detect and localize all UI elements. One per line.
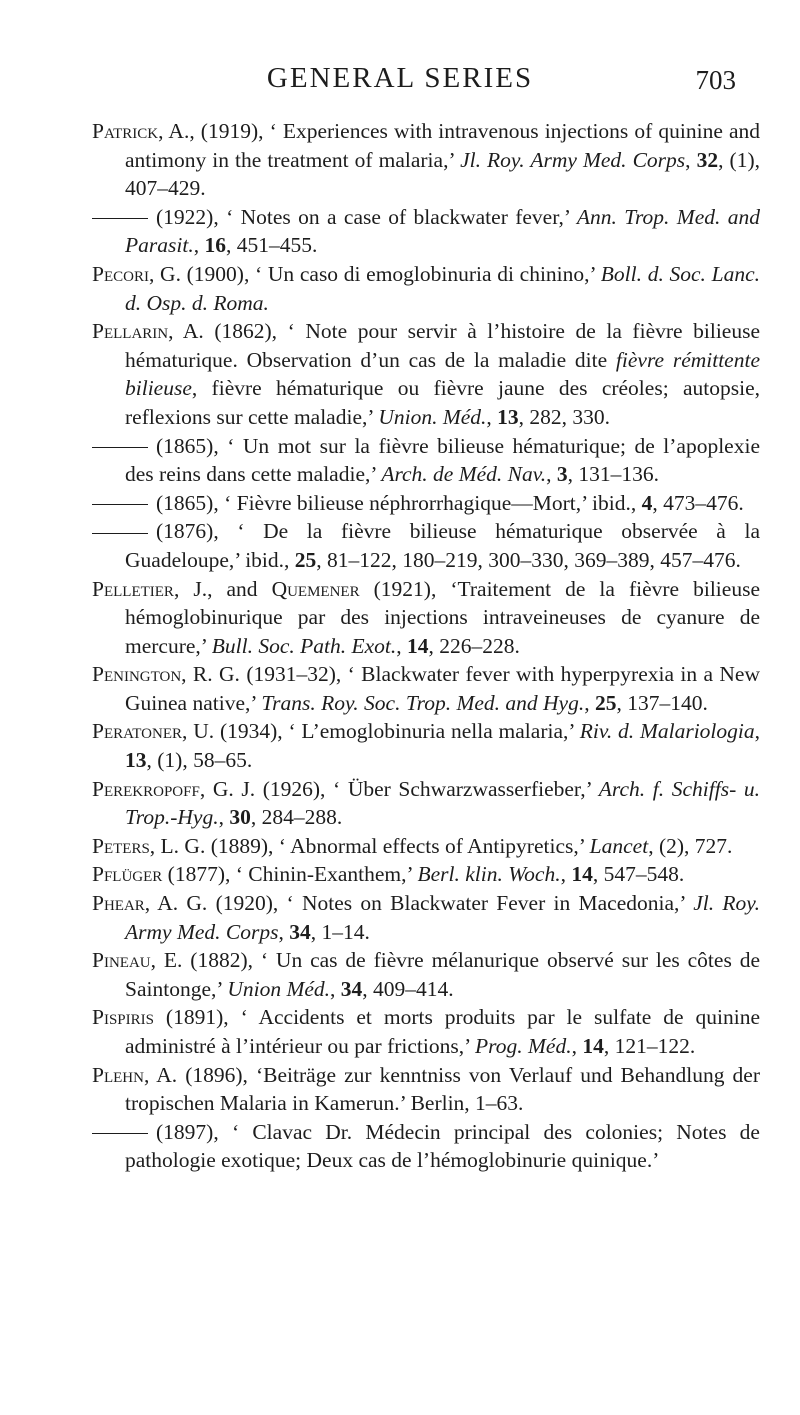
entry-journal: Riv. d. Malariologia (579, 719, 755, 744)
entry-title: ‘ Experiences with intravenous injections of quinine and antimony in the treatment of malaria,’ (125, 119, 761, 172)
entry-title: ‘Traitement de la fièvre bilieuse hémoglobinurique par des injections intraveineuses de cyanure de mercure,’ (125, 576, 760, 658)
entry-volume: 13 (125, 748, 147, 773)
entry-ref-post: , 473–476. (652, 490, 744, 515)
entry-volume: 34 (340, 976, 363, 1001)
entry-title: ‘ Notes on a case of blackwater fever,’ (226, 204, 577, 229)
entry-ref-pre: , (584, 690, 595, 715)
entry-year: (1876), (156, 519, 238, 544)
entry-journal: Bull. Soc. Path. Exot. (211, 633, 397, 658)
entry-volume: 14 (407, 633, 429, 658)
entry-title: ‘ Un mot sur la fièvre bilieuse hématurique; de l’apoplexie des reins dans cette maladie,’ (125, 433, 760, 487)
entry-journal: Jl. Roy. Army Med. Corps (460, 147, 686, 172)
bibliography-entry (92, 432, 760, 489)
bibliography-entry (92, 1118, 760, 1175)
entry-volume: 14 (571, 862, 593, 887)
entry-title: ‘ Chinin-Exanthem,’ (235, 862, 418, 887)
entry-volume: 13 (497, 404, 519, 429)
bibliography-entry (92, 575, 760, 661)
entry-initials: , G. (148, 261, 187, 286)
entry-volume: 3 (556, 462, 568, 487)
entry-initials: , U. (182, 719, 220, 744)
entry-journal: Lancet (589, 833, 649, 858)
entry-author: Pellarin (92, 319, 169, 344)
entry-initials: , G. J. (199, 776, 263, 801)
entry-journal: Berl. klin. Woch. (417, 862, 561, 887)
entry-initials: , E. (150, 948, 191, 973)
entry-author-2: Quemener (271, 576, 360, 601)
entry-journal: Prog. Méd. (475, 1034, 572, 1058)
bibliography-entry (92, 203, 760, 260)
entry-ref-post: , 131–136. (567, 462, 659, 487)
entry-year: (1920), (215, 891, 287, 916)
entry-title: ‘ Un caso di emoglobinuria di chinino,’ (255, 261, 601, 286)
entry-author: Perekropoff (92, 776, 200, 801)
bibliography-entry (92, 775, 760, 832)
entry-author: Pineau (92, 948, 151, 973)
entry-initials: , A. (143, 1062, 186, 1087)
entry-ref-pre: , (396, 633, 408, 658)
entry-title-italic: fièvre rémittente bilieuse (125, 347, 760, 401)
entry-year: (1891), (153, 1005, 241, 1030)
entry-ref-post: , 81–122, 180–219, 300–330, 369–389, 457–476. (316, 547, 741, 572)
page-number: 703 (695, 65, 736, 95)
bibliography-entry (92, 860, 760, 889)
entry-ref-post: , (1), 407–429. (125, 147, 760, 201)
bibliography-entry (92, 660, 760, 717)
entry-ref-pre: , (218, 805, 230, 830)
entry-year: (1922), (156, 204, 227, 229)
entry-ref-pre: , (330, 976, 341, 1001)
entry-ref-post: , 1–14. (310, 919, 370, 944)
entry-title: ‘ Note pour servir à l’histoire de la fièvre bilieuse hématurique. Observation d’un cas de la maladie dite (125, 319, 761, 372)
entry-ref-post: , 226–228. (428, 633, 520, 658)
entry-ref-post: , 409–414. (362, 976, 454, 1001)
entry-title: ‘ Über Schwarzwasserfieber,’ (333, 776, 599, 801)
entry-journal: Union Méd. (227, 976, 331, 1001)
entry-ref-pre: , (193, 233, 205, 258)
entry-volume: 34 (289, 919, 311, 944)
entry-initials: , R. G. (181, 662, 247, 687)
entry-year: (1877), (162, 862, 236, 887)
entry-author: Phear (92, 891, 145, 916)
entry-title: ‘ Accidents et morts produits par le sulfate de quinine administré à l’intérieur ou par frictions,’ (125, 1005, 760, 1058)
entry-ref-pre: , (685, 147, 697, 172)
entry-initials: , A., (158, 119, 201, 143)
entry-ref-post: , (1), 58–65. (146, 748, 253, 773)
bibliography-entry (92, 717, 760, 774)
bibliography-list (92, 117, 760, 1175)
bibliography-entry (92, 832, 760, 861)
entry-title: ‘Beiträge zur kenntniss von Verlauf und Behandlung der tropischen Malaria in Kamerun.’ Berlin, 1–63. (125, 1062, 760, 1116)
bibliography-entry (92, 317, 760, 431)
entry-volume: 14 (582, 1034, 604, 1058)
entry-title: , fièvre hématurique ou fièvre jaune des créoles; autopsie, reflexions sur cette maladie,’ (125, 376, 760, 429)
entry-year: (1926), (262, 776, 334, 801)
entry-ref-post: , 547–548. (592, 862, 685, 887)
entry-journal: Boll. d. Soc. Lanc. d. Osp. d. Roma. (125, 261, 761, 315)
entry-ref-pre: , (754, 719, 760, 744)
entry-author: Pecori (92, 261, 149, 286)
entry-ref-pre: , (486, 404, 498, 429)
running-head (0, 62, 800, 102)
entry-year: (1865), (156, 433, 228, 458)
bibliography-entry (92, 889, 760, 946)
bibliography-entry (92, 489, 760, 518)
entry-author: Pelletier (92, 576, 174, 601)
entry-year: (1896), (185, 1062, 256, 1087)
entry-year: (1862), (214, 319, 288, 344)
entry-year: (1865), (156, 490, 225, 515)
entry-volume: 16 (204, 233, 226, 258)
entry-volume: 30 (229, 805, 251, 830)
bibliography-entry (92, 260, 760, 317)
entry-ref-post: , 282, 330. (518, 404, 611, 429)
entry-journal: Arch. de Méd. Nav. (381, 462, 547, 487)
entry-author: Peters (92, 833, 150, 858)
entry-initials: , A. G. (144, 891, 216, 916)
entry-ref-post: , 121–122. (603, 1034, 696, 1058)
entry-title: ‘ De la fièvre bilieuse hématurique observée à la Guadeloupe,’ ibid., (125, 519, 760, 572)
entry-title: ‘ Clavac Dr. Médecin principal des colonies; Notes de pathologie exotique; Deux cas de l’hémoglobinurie quinique.’ (125, 1119, 760, 1173)
entry-ref-pre: , (571, 1034, 583, 1058)
entry-year: (1897), (156, 1119, 232, 1144)
entry-author: Pflüger (92, 862, 163, 887)
entry-ref-pre: , (560, 862, 572, 887)
entry-year: (1921), (359, 576, 451, 601)
entry-year: (1900), (186, 261, 256, 286)
entry-author: Patrick (92, 119, 159, 143)
entry-year: (1934), (219, 719, 289, 744)
entry-volume: 32 (696, 147, 719, 172)
entry-ref-pre: , (278, 919, 290, 944)
ditto-dash (92, 504, 148, 505)
entry-year: (1931–32), (246, 662, 348, 687)
entry-volume: 25 (294, 547, 317, 572)
entry-journal: Ann. Trop. Med. and Parasit. (125, 204, 760, 258)
entry-title: ‘ Blackwater fever with hyperpyrexia in a New Guinea native,’ (125, 662, 761, 715)
entry-journal: Jl. Roy. Army Med. Corps (125, 891, 760, 944)
entry-ref-post: , 137–140. (616, 690, 708, 715)
entry-initials: , A. (168, 319, 215, 344)
entry-author: Pispiris (92, 1005, 154, 1030)
entry-title: ‘ L’emoglobinuria nella malaria,’ (288, 719, 580, 744)
bibliography-entry (92, 117, 760, 203)
entry-journal: Arch. f. Schiffs- u. Trop.-Hyg. (125, 776, 760, 830)
bibliography-entry (92, 517, 760, 574)
ditto-dash (92, 218, 148, 219)
entry-ref-post: , (2), 727. (648, 833, 733, 858)
entry-journal: Trans. Roy. Soc. Trop. Med. and Hyg. (261, 690, 585, 715)
bibliography-entry (92, 1061, 760, 1118)
entry-ref-pre: , (546, 462, 557, 487)
entry-title: ‘ Fièvre bilieuse néphrorrhagique—Mort,’ ibid., (224, 490, 642, 515)
ditto-dash (92, 533, 148, 534)
entry-volume: 4 (641, 490, 653, 515)
entry-year: (1919), (200, 119, 270, 143)
bibliography-entry (92, 1003, 760, 1060)
entry-year: (1889), (210, 833, 279, 858)
entry-year: (1882), (190, 948, 261, 973)
entry-title: ‘ Abnormal effects of Antipyretics,’ (278, 833, 590, 858)
running-title: GENERAL SERIES (266, 62, 534, 94)
entry-initials: , L. G. (149, 833, 211, 858)
entry-ref-post: , 284–288. (250, 805, 343, 830)
entry-title: ‘ Un cas de fièvre mélanurique observé sur les côtes de Saintonge,’ (125, 948, 760, 1001)
entry-author: Plehn (92, 1062, 144, 1087)
entry-author: Peratoner (92, 719, 183, 744)
entry-ref-post: , 451–455. (225, 233, 318, 258)
entry-title: ‘ Notes on Blackwater Fever in Macedonia,’ (286, 891, 694, 916)
entry-initials: , J., and (173, 576, 272, 601)
ditto-dash (92, 1133, 148, 1134)
entry-volume: 25 (594, 690, 617, 715)
bibliography-entry (92, 946, 760, 1003)
ditto-dash (92, 447, 148, 448)
entry-journal: Union. Méd. (378, 404, 487, 429)
entry-author: Penington (92, 662, 182, 687)
